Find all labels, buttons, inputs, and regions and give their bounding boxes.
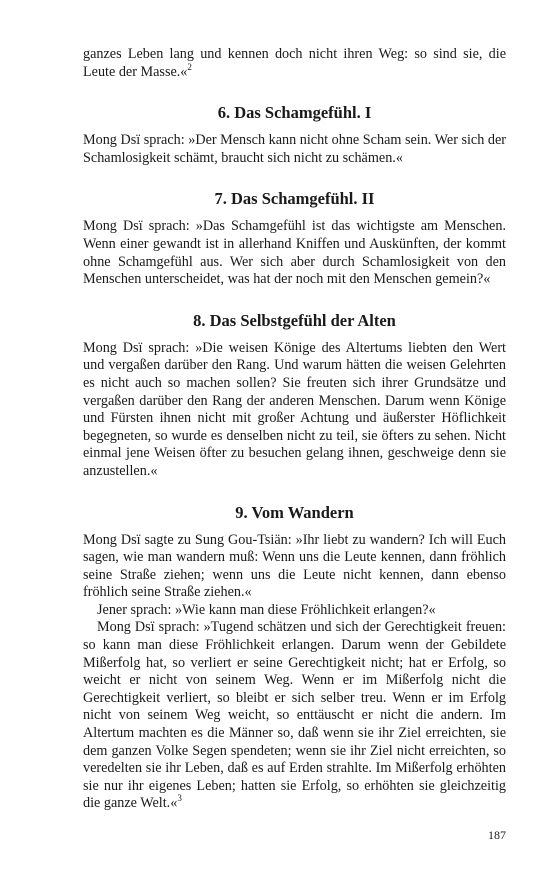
section-paragraph: Mong Dsï sagte zu Sung Gou-Tsiän: »Ihr liebt zu wandern? Ich will Euch sagen, wie man wandern muß: Wenn uns die Leute kennen, dann fröhlich seine Straße ziehen; wenn uns die Leute nicht kennen, dann ebenso fröhlich seine Straße ziehen.« xyxy=(83,531,506,601)
section-paragraph: Mong Dsï sprach: »Das Schamgefühl ist das wichtigste am Menschen. Wenn einer gewandt ist in allerhand Kniffen und Auskünften, der kommt ohne Schamgefühl aus. Wer sich aber durch Schamlosigkeit von den Menschen unterscheidet, was hat der noch mit den Menschen gemein?« xyxy=(83,218,506,288)
page-number: 187 xyxy=(488,828,506,842)
footnote-marker: 2 xyxy=(187,61,192,72)
footnote-marker: 3 xyxy=(177,793,182,804)
section-heading: 8. Das Selbstgefühl der Alten xyxy=(193,310,396,330)
section-paragraph: Jener sprach: »Wie kann man diese Fröhlichkeit erlangen?« xyxy=(97,601,436,618)
section-heading: 6. Das Schamgefühl. I xyxy=(217,103,372,123)
page-body xyxy=(83,46,506,813)
section-heading: 7. Das Schamgefühl. II xyxy=(214,189,375,209)
section-paragraph: Mong Dsï sprach: »Der Mensch kann nicht ohne Scham sein. Wer sich der Schamlosigkeit schämt, braucht sich nicht zu schämen.« xyxy=(83,132,506,166)
section-paragraph: Mong Dsï sprach: »Die weisen Könige des Altertums liebten den Wert und vergaßen darüber den Rang. Und warum hätten die weisen Gelehrten es nicht auch so machen sollen? Sie freuten sich ihrer Grundsätze und vergaßen darüber den Rang der anderen Menschen. Darum wenn Könige und Fürsten ihnen nicht mit großer Achtung und äußerster Höflichkeit begegneten, so wurde es denselben nicht zu teil, sie öfters zu sehen. Nicht einmal jene Weisen öfter zu besuchen gelang ihnen, geschweige denn sie anzustellen.« xyxy=(83,339,506,479)
opening-paragraph: ganzes Leben lang und kennen doch nicht ihren Weg: so sind sie, die Leute der Masse.«$^2$ xyxy=(83,46,506,80)
section-paragraph: Mong Dsï sprach: »Tugend schätzen und sich der Gerechtigkeit freuen: so kann man diese Fröhlichkeit erlangen. Darum wenn der Gebildete Mißerfolg hat, so verliert er seine Gerechtigkeit nicht; hat er Erfolg, so weicht er nicht von seinem Weg. Wenn er im Mißerfolg nicht die Gerechtigkeit verliert, so bleibt er sich selber treu. Wenn er im Erfolg nicht von seinem Weg weicht, so enttäuscht er nicht die andern. Im Altertum machten es die Männer so, daß wenn sie ihr Ziel erreichten, sie dem ganzen Volke Segen spendeten; wenn sie ihr Ziel nicht erreichten, so veredelten sie ihr Leben, daß es auf Erden strahlte. Im Mißerfolg erhöhten sie nur ihr eigenes Leben; hatten sie Erfolg, so erhöhten sie gleichzeitig die ganze Welt.«$^3$ xyxy=(83,619,506,812)
section-heading: 9. Vom Wandern xyxy=(235,502,354,522)
